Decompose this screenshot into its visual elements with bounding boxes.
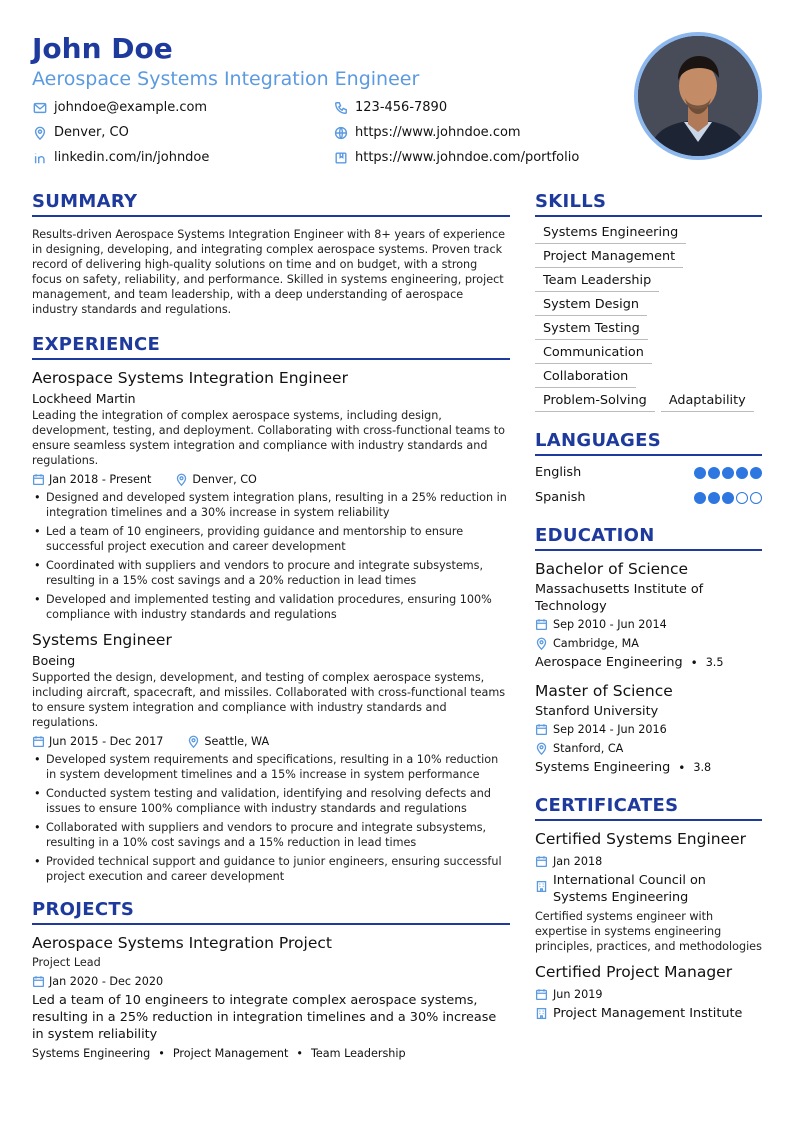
job-meta	[32, 733, 510, 750]
job-description: Leading the integration of complex aerospace systems, including design, development, testing, and deployment. Collaborating with cross-functional teams to ensure seamless system integration and compliance with industry standards and regulations.	[32, 409, 506, 467]
level-dot-empty	[750, 492, 762, 504]
level-dot-filled	[722, 467, 734, 479]
level-dot-filled	[694, 492, 706, 504]
bullet-item: • Conducted system testing and validation, identifying and resolving defects and issues to ensure 100% compliance with industry standards and regulations	[32, 786, 510, 816]
job-description: Supported the design, development, and testing of complex aerospace systems, including aircraft, spacecraft, and missiles. Collaborated with cross-functional teams to ensure system integration and compliance with industry standards and regulations.	[32, 671, 506, 729]
projects-heading: PROJECTS	[32, 898, 510, 925]
building-icon	[535, 1007, 548, 1020]
contact-email[interactable]	[32, 98, 333, 117]
project-tag: Project Management	[172, 1047, 289, 1060]
job-location: Seattle, WA	[204, 735, 270, 748]
job-meta	[32, 471, 510, 488]
education-location	[535, 739, 762, 758]
bullet-item: • Led a team of 10 engineers, providing guidance and mentorship to ensure successful project execution and career development	[32, 524, 510, 554]
skill-tag: System Design	[535, 295, 647, 316]
dates-text: Sep 2014 - Jun 2016	[553, 723, 667, 736]
calendar-icon	[32, 473, 45, 486]
project-tags: Systems Engineering • Project Management • Team Leadership	[32, 1047, 406, 1060]
job-bullets	[32, 490, 510, 622]
map-pin-icon	[175, 473, 188, 486]
education-heading: EDUCATION	[535, 524, 762, 551]
bullet-item: • Developed and implemented testing and validation procedures, ensuring 100% compliance with industry standards and regulations	[32, 592, 510, 622]
map-pin-icon	[535, 742, 548, 755]
job-title: Aerospace Systems Integration Engineer	[32, 369, 348, 387]
left-column	[32, 190, 510, 1062]
contact-website[interactable]	[333, 123, 633, 142]
skills-list	[535, 223, 762, 415]
skill-tag: Adaptability	[661, 391, 754, 412]
skill-tag: System Testing	[535, 319, 648, 340]
project-dates: Jan 2020 - Dec 2020	[49, 975, 164, 988]
right-column	[535, 190, 762, 1022]
contact-grid	[32, 98, 632, 167]
contact-portfolio[interactable]	[333, 148, 633, 167]
education-entry	[535, 681, 762, 778]
resume-header	[32, 32, 632, 167]
org-text: Project Management Institute	[553, 1006, 743, 1021]
summary-heading: SUMMARY	[32, 190, 510, 217]
language-name: Spanish	[535, 490, 586, 505]
contact-linkedin[interactable]	[32, 148, 333, 167]
bullet-item: • Provided technical support and guidance to junior engineers, ensuring successful project execution and career development	[32, 854, 510, 884]
phone-text: 123-456-7890	[355, 100, 448, 115]
languages-list	[535, 460, 762, 510]
summary-text: Results-driven Aerospace Systems Integration Engineer with 8+ years of experience in designing, developing, and integrating complex aerospace systems. Proven track record of delivering high-quality solutions on time and on budget, with a strong focus on safety, reliability, and performance. Skilled in systems engineering, project management, and team leadership, with a deep understanding of aerospace industry standards and regulations.	[32, 228, 506, 316]
job-bullets	[32, 752, 510, 884]
website-text: https://www.johndoe.com	[355, 125, 521, 140]
map-pin-icon	[535, 637, 548, 650]
skill-tag: Systems Engineering	[535, 223, 686, 244]
location-text: Cambridge, MA	[553, 637, 639, 650]
level-dot-filled	[708, 492, 720, 504]
education-dates	[535, 720, 762, 739]
degree-title: Bachelor of Science	[535, 560, 689, 578]
certificate-org	[535, 872, 762, 906]
education-dates	[535, 615, 762, 634]
education-location	[535, 634, 762, 653]
skill-tag: Communication	[535, 343, 652, 364]
project-tag: Systems Engineering	[32, 1047, 151, 1060]
language-row	[535, 460, 762, 485]
building-icon	[535, 880, 548, 893]
level-dot-empty	[736, 492, 748, 504]
languages-heading: LANGUAGES	[535, 429, 762, 456]
language-level-dots	[692, 492, 762, 504]
skill-tag: Problem-Solving	[535, 391, 655, 412]
skill-tag: Team Leadership	[535, 271, 659, 292]
envelope-icon	[32, 100, 48, 116]
education-entry	[535, 559, 762, 673]
dates-text: Sep 2010 - Jun 2014	[553, 618, 667, 631]
email-text: johndoe@example.com	[54, 100, 208, 115]
portfolio-icon	[333, 150, 349, 166]
map-pin-icon	[32, 125, 48, 141]
job-location: Denver, CO	[192, 473, 257, 486]
level-dot-filled	[736, 467, 748, 479]
certificate-date	[535, 852, 762, 871]
gpa-text: 3.8	[693, 761, 712, 774]
job-title: Systems Engineer	[32, 631, 172, 649]
gpa-text: 3.5	[705, 656, 724, 669]
certificate-entry	[535, 829, 762, 954]
certificate-entry	[535, 962, 762, 1022]
calendar-icon	[535, 723, 548, 736]
project-role: Project Lead	[32, 956, 101, 969]
calendar-icon	[535, 988, 548, 1001]
skill-tag: Project Management	[535, 247, 683, 268]
location-text: Denver, CO	[54, 125, 129, 140]
bullet-item: • Developed system requirements and specifications, resulting in a 10% reduction in system development timelines and a 15% increase in system performance	[32, 752, 510, 782]
job-dates: Jan 2018 - Present	[49, 473, 152, 486]
bullet-item: • Collaborated with suppliers and vendors to procure and integrate subsystems, resulting in a 10% cost savings and a 15% reduction in lead times	[32, 820, 510, 850]
language-name: English	[535, 465, 582, 480]
calendar-icon	[535, 618, 548, 631]
field-text: Aerospace Engineering	[535, 655, 683, 670]
contact-phone[interactable]	[333, 98, 633, 117]
certificate-date	[535, 985, 762, 1004]
bullet-item: • Designed and developed system integration plans, resulting in a 25% reduction in integration timelines and a 30% increase in system reliability	[32, 490, 510, 520]
linkedin-text: linkedin.com/in/johndoe	[54, 150, 210, 165]
bullet-item: • Coordinated with suppliers and vendors to procure and integrate subsystems, resulting in a 15% cost savings and a 20% reduction in lead times	[32, 558, 510, 588]
phone-icon	[333, 100, 349, 116]
avatar-portrait	[638, 36, 758, 156]
calendar-icon	[32, 735, 45, 748]
certificate-title: Certified Project Manager	[535, 963, 733, 981]
globe-icon	[333, 125, 349, 141]
school-name: Massachusetts Institute of Technology	[535, 582, 704, 614]
skill-tag: Collaboration	[535, 367, 636, 388]
job-headline: Aerospace Systems Integration Engineer	[32, 68, 420, 90]
skills-heading: SKILLS	[535, 190, 762, 217]
experience-entry	[32, 368, 510, 622]
experience-entry	[32, 630, 510, 884]
person-name: John Doe	[32, 32, 173, 65]
org-text: International Council on Systems Engineering	[553, 873, 706, 905]
field-text: Systems Engineering	[535, 760, 671, 775]
project-title: Aerospace Systems Integration Project	[32, 934, 332, 952]
degree-title: Master of Science	[535, 682, 673, 700]
portfolio-text: https://www.johndoe.com/portfolio	[355, 150, 580, 165]
project-entry	[32, 933, 510, 1062]
company-name: Lockheed Martin	[32, 391, 136, 406]
level-dot-filled	[750, 467, 762, 479]
date-text: Jun 2019	[553, 988, 603, 1001]
level-dot-filled	[722, 492, 734, 504]
education-field: Aerospace Engineering • 3.5	[535, 653, 762, 673]
certificates-heading: CERTIFICATES	[535, 794, 762, 821]
location-text: Stanford, CA	[553, 742, 624, 755]
project-description: Led a team of 10 engineers to integrate complex aerospace systems, resulting in a 25% reduction in integration timelines and a 30% increase in system reliability	[32, 993, 497, 1042]
level-dot-filled	[708, 467, 720, 479]
education-field: Systems Engineering • 3.8	[535, 758, 762, 778]
certificate-title: Certified Systems Engineer	[535, 830, 747, 848]
contact-location	[32, 123, 333, 142]
linkedin-icon	[32, 150, 48, 166]
job-dates: Jun 2015 - Dec 2017	[49, 735, 164, 748]
level-dot-filled	[694, 467, 706, 479]
company-name: Boeing	[32, 653, 76, 668]
certificate-description: Certified systems engineer with expertise in systems engineering principles, practices, and methodologies	[535, 910, 762, 953]
experience-heading: EXPERIENCE	[32, 333, 510, 360]
project-meta	[32, 973, 510, 990]
calendar-icon	[32, 975, 45, 988]
project-tag: Team Leadership	[310, 1047, 406, 1060]
date-text: Jan 2018	[553, 855, 603, 868]
certificate-org	[535, 1005, 762, 1022]
language-level-dots	[692, 467, 762, 479]
school-name: Stanford University	[535, 704, 659, 719]
map-pin-icon	[187, 735, 200, 748]
calendar-icon	[535, 855, 548, 868]
profile-photo	[634, 32, 762, 160]
language-row	[535, 485, 762, 510]
